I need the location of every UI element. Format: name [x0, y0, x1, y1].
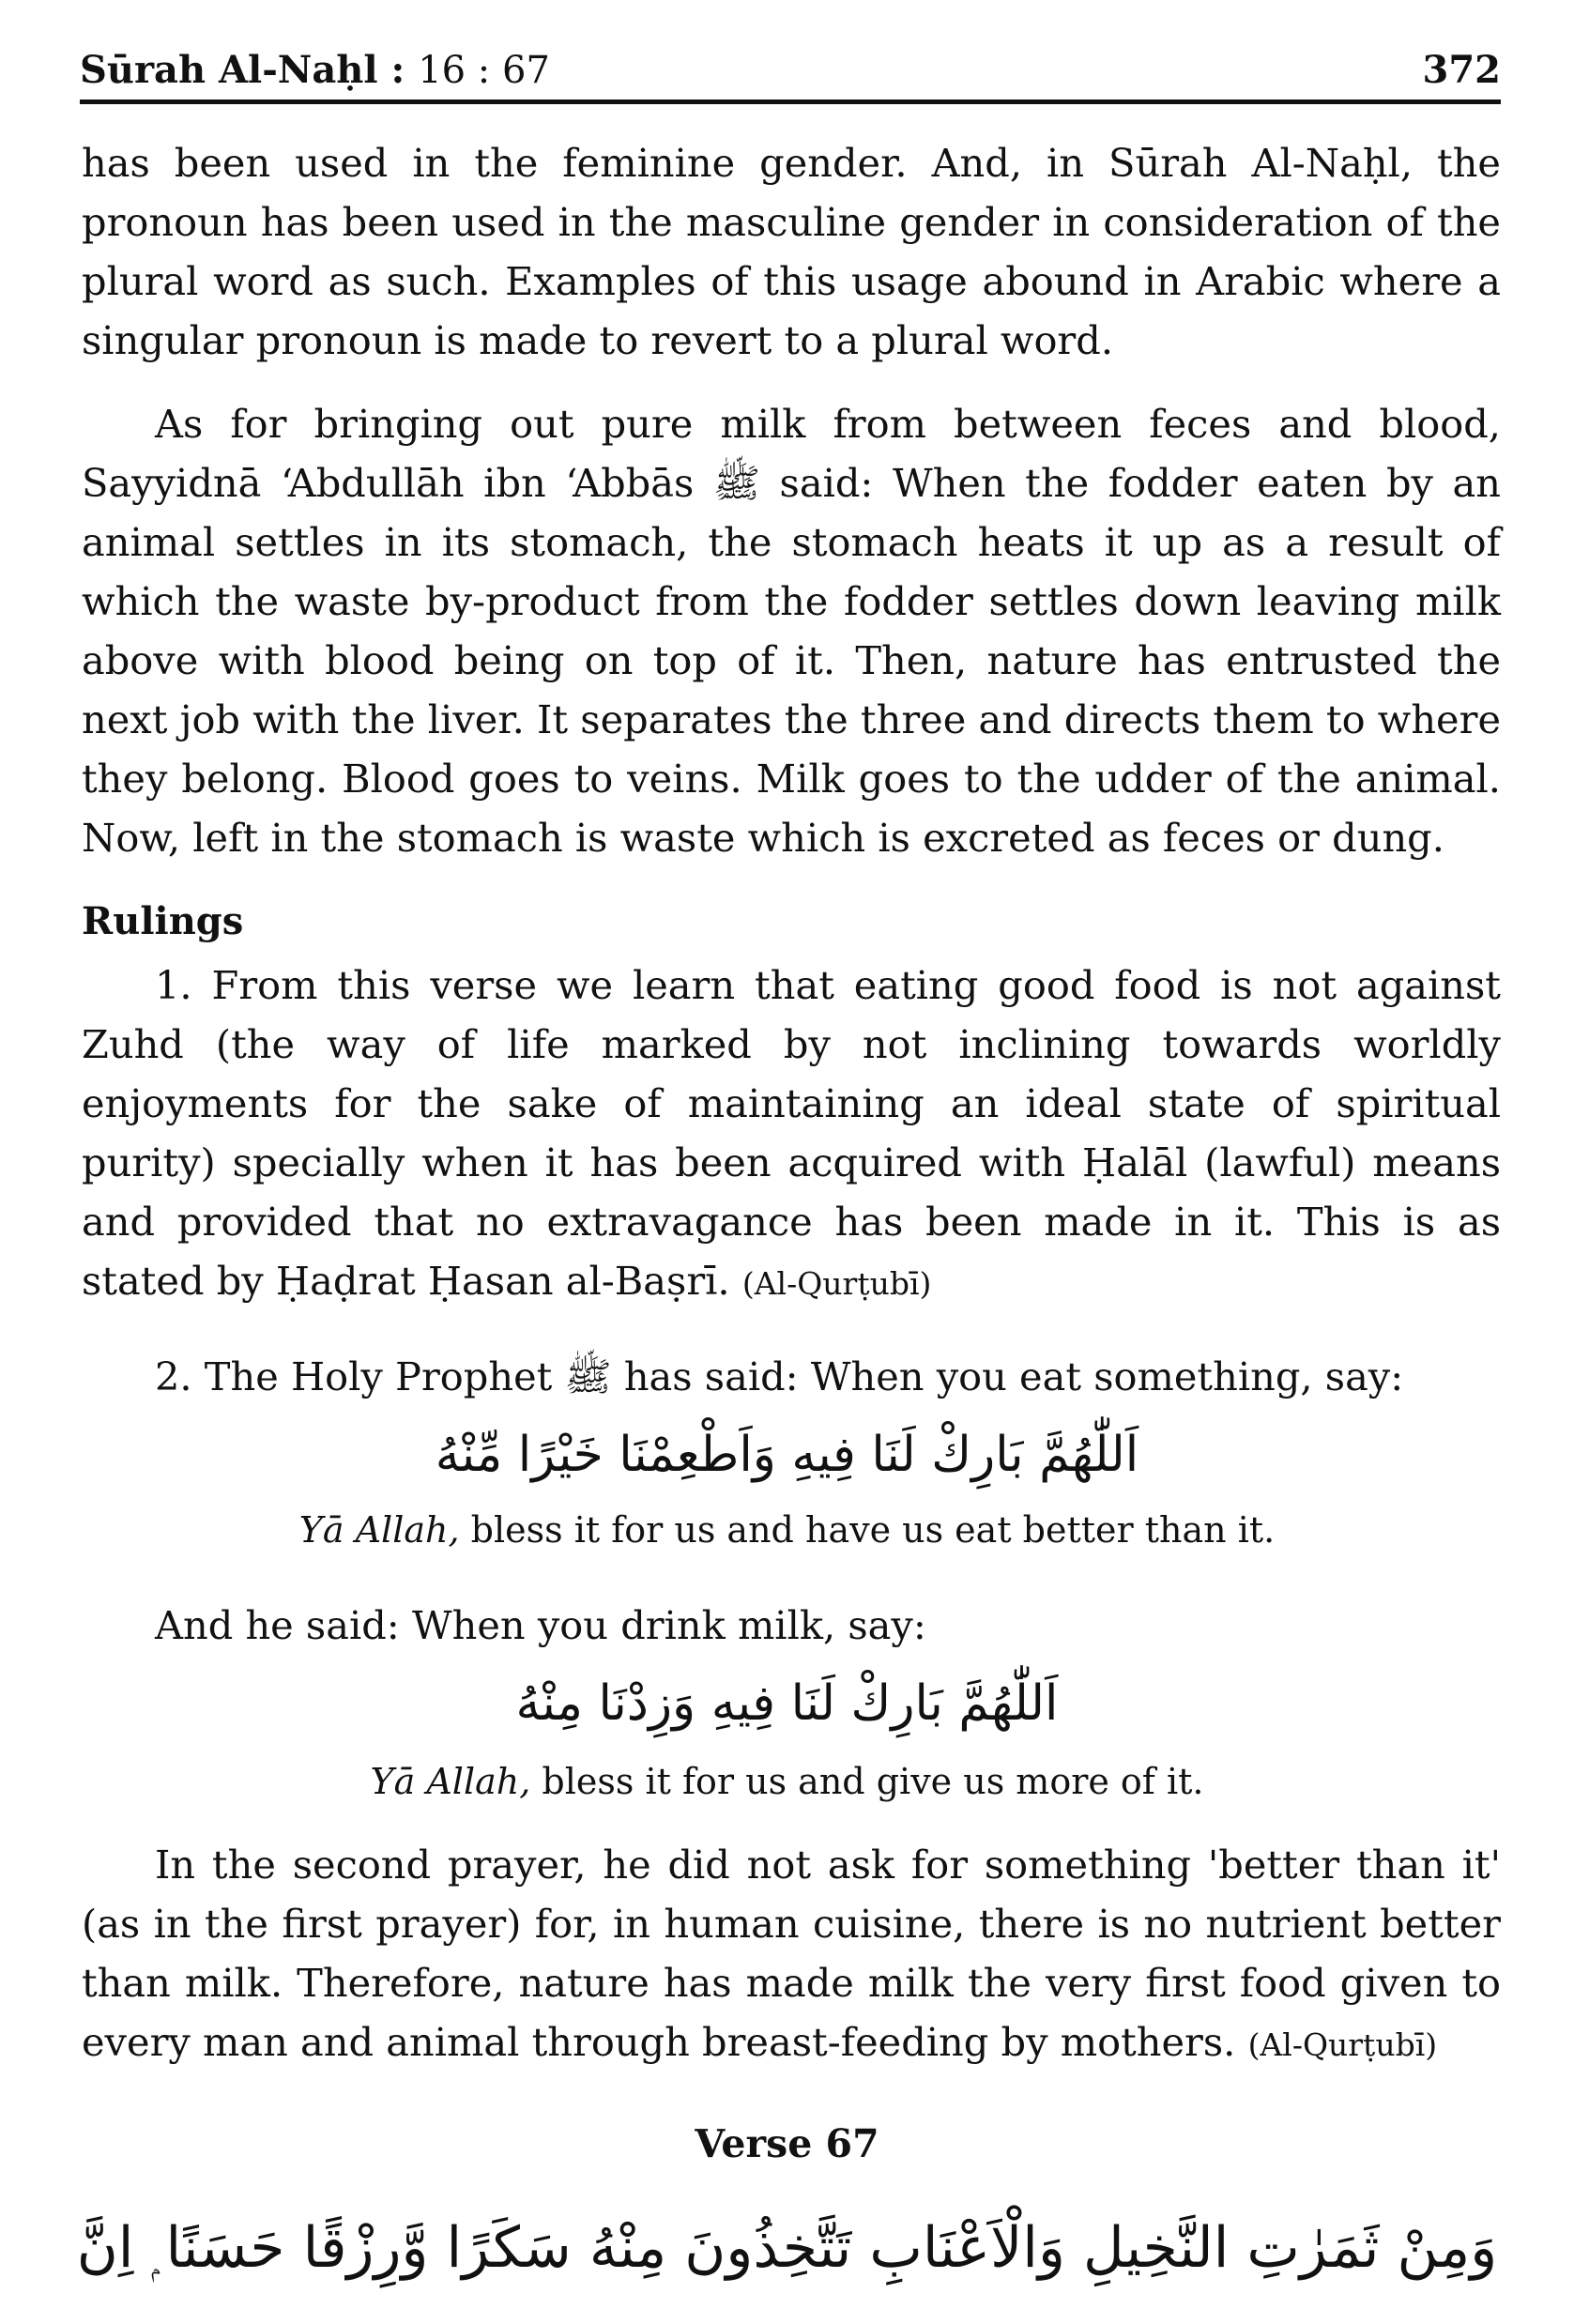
arabic-prayer-milk: اَللّٰهُمَّ بَارِكْ لَنَا فِيهِ وَزِدْنَا مِنْهُ — [515, 1675, 1059, 1732]
paragraph-pure-milk: As for bringing out pure milk from between feces and blood, Sayyidnā ‘Abdullāh ibn ‘Abbās ﷺ said: When the fodder eaten by an animal settles in its stomach, the stomach heats it up as a result of which the waste by-product from the fodder settles down leaving milk above with blood being on top of it. Then, nature has entrusted the next job with the liver. It separates the three and directs them to where they belong. Blood goes to veins. Milk goes to the udder of the animal. Now, left in the stomach is waste which is excreted as feces or dung. — [82, 401, 1501, 861]
translation-2-invocation: Yā Allah, — [370, 1761, 531, 1802]
surah-title — [80, 48, 550, 92]
ruling-1-text: 1. From this verse we learn that eating good food is not against Zuhd (the way of life marked by not inclining towards worldly enjoyments for the sake of maintaining an ideal state of spiritual purity) specially when it has been acquired with Ḥalāl (lawful) means and provided that no extravagance has been made in it. This is as stated by Ḥaḍrat Ḥasan al-Baṣrī. — [82, 962, 1501, 1304]
paragraph-drink-milk: And he said: When you drink milk, say: — [155, 1602, 926, 1648]
running-header — [80, 36, 1501, 104]
surah-name: Sūrah Al-Naḥl : — [80, 48, 405, 92]
paragraph-feminine-gender: has been used in the feminine gender. And, in Sūrah Al-Naḥl, the pronoun has been used in the masculine gender in consideration of the plural word as such. Examples of this usage abound in Arabic where a singular pronoun is made to revert to a plural word. — [82, 140, 1501, 363]
ruling-1-paragraph — [82, 956, 1501, 1313]
ruling-2-paragraph: 2. The Holy Prophet ﷺ has said: When you eat something, say: — [155, 1353, 1404, 1399]
arabic-verse-67: وَمِنْ ثَمَرٰتِ النَّخِيلِ وَالْاَعْنَابِ تَتَّخِذُونَ مِنْهُ سَكَرًا وَّرِزْقًا حَسَنًا ۭ اِنَّ — [76, 2215, 1498, 2281]
citation-al-qurtubi-2: (Al-Qurṭubī) — [1247, 2026, 1438, 2063]
translation-prayer-milk — [0, 1758, 1574, 1805]
paragraph-second-prayer — [82, 1835, 1501, 2074]
translation-2-text: bless it for us and give us more of it. — [530, 1761, 1204, 1802]
page-number: 372 — [1422, 48, 1501, 92]
citation-al-qurtubi: (Al-Qurṭubī) — [741, 1265, 932, 1302]
verse-heading: Verse 67 — [695, 2121, 879, 2166]
verse-reference: 16 : 67 — [418, 49, 550, 92]
translation-prayer-food — [0, 1506, 1574, 1553]
translation-1-text: bless it for us and have us eat better than it. — [459, 1509, 1276, 1551]
arabic-prayer-food: اَللّٰهُمَّ بَارِكْ لَنَا فِيهِ وَاَطْعِمْنَا خَيْرًا مِّنْهُ — [435, 1427, 1139, 1483]
rulings-heading: Rulings — [82, 899, 244, 943]
second-prayer-text: In the second prayer, he did not ask for something 'better than it' (as in the first prayer) for, in human cuisine, there is no nutrient better than milk. Therefore, nature has made milk the very first food given to every man and animal through breast-feeding by mothers. — [82, 1842, 1501, 2065]
translation-1-invocation: Yā Allah, — [298, 1509, 460, 1551]
